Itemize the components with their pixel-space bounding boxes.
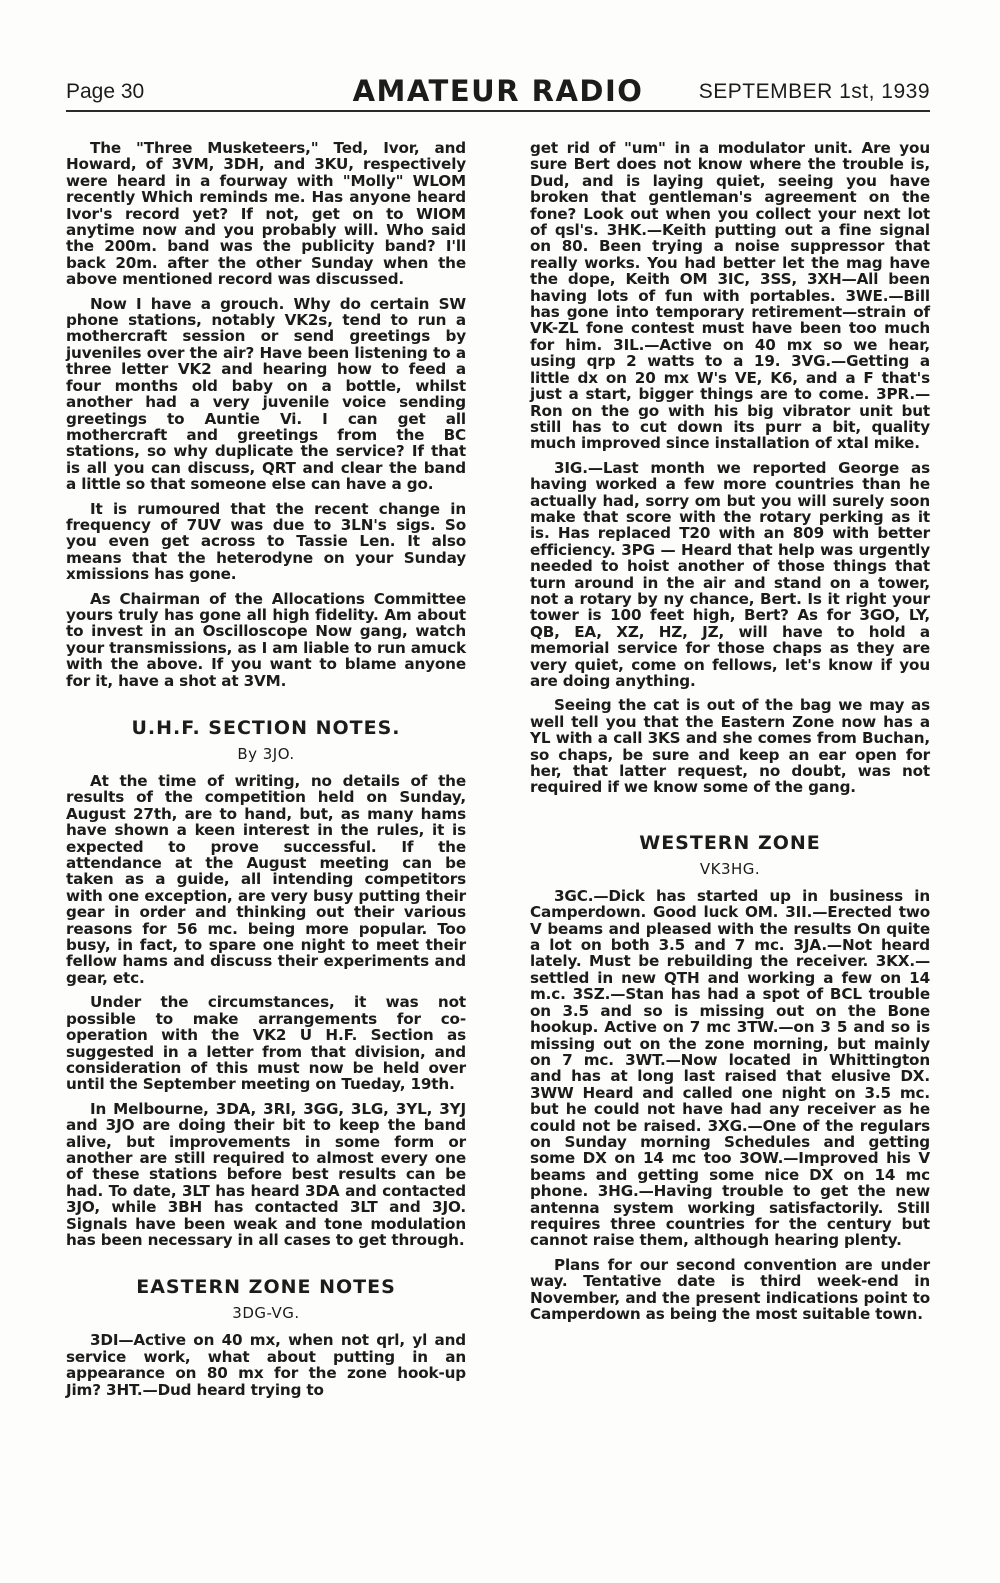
paragraph: 3IG.—Last month we reported George as having worked a few more countries than he actually had, sorry om but you will surely soon make that score with the rotary perking as it is. Has replaced T20 with an 809 with better efficiency. 3PG — Heard that help was urgently needed to hoist another of those things that turn around in the air and stand on a tower, not a rotary by ny chance, Bert. Is it right your tower is 100 feet high, Bert? As for 3GO, LY, QB, EA, XZ, HZ, JZ, will have to hold a memorial service for those chaps as they are very quiet, come on fellows, let's know if you are doing anything. — [530, 458, 930, 690]
paragraph: Now I have a grouch. Why do certain SW phone stations, notably VK2s, tend to run a mothercraft session or send greetings by juveniles over the air? Have been listening to a three letter VK2 and hearing how to feed a four months old baby on a bottle, whilst another had a very juvenile voice sending greetings to Auntie Vi. I can get all mothercraft and greetings from the BC stations, so why duplicate the service? If that is all you can discuss, QRT and clear the band a little so that someone else can have a go. — [66, 294, 466, 494]
paragraph: At the time of writing, no details of the results of the competition held on Sunday, August 27th, are to hand, but, as many hams have shown a keen interest in the rules, it is expected to prove successful. If the attendance at the August meeting can be taken as a guide, all intending competitors with one exception, are very busy putting their gear in order and thinking out their various reasons for 56 mc. being more popular. Too busy, in fact, to spare one night to meet their fellow hams and discuss their experiments and gear, etc. — [66, 772, 466, 987]
paragraph: As Chairman of the Allocations Committee yours truly has gone all high fidelity. Am about to invest in an Oscilloscope Now gang, watch your transmissions, as I am liable to run amuck with the above. If you want to blame anyone for it, have a shot at 3VM. — [66, 589, 466, 690]
paragraph: Under the circumstances, it was not possible to make arrangements for co-operation with the VK2 U H.F. Section as suggested in a letter from that division, and consideration of this must now be held over until the September meeting on Tueday, 19th. — [66, 993, 466, 1094]
paragraph: 3GC.—Dick has started up in business in Camperdown. Good luck OM. 3II.—Erected two V beams and pleased with the results On quite a lot on both 3.5 and 7 mc. 3JA.—Not heard lately. Must be rebuilding the receiver. 3KX.—settled in new QTH and working a few on 14 m.c. 3SZ.—Stan has had a spot of BCL trouble on 3.5 and so is missing out on the Bone hookup. Active on 7 mc 3TW.—on 3 5 and so is missing out on the zone morning, but mainly on 7 mc. 3WT.—Now located in Whittington and has at long last raised that elusive DX. 3WW Heard and called one night on 3.5 mc. but he could not have had any receiver as he could not be raised. 3XG.—One of the regulars on Sunday morning Schedules and getting some DX on 14 mc too 3OW.—Improved his V beams and getting some nice DX on 14 mc phone. 3HG.—Having trouble to get the new antenna system working satisfactorily. Still requires three countries for the century but cannot raise them, although hearing plenty. — [530, 886, 930, 1250]
paragraph: In Melbourne, 3DA, 3RI, 3GG, 3LG, 3YL, 3YJ and 3JO are doing their bit to keep the band alive, but improvements in some form or another are still required to almost every one of these stations before best results can be had. To date, 3LT has heard 3DA and contacted 3JO, while 3BH has contacted 3LT and 3JO. Signals have been weak and tone modulation has been necessary in all cases to get through. — [66, 1099, 466, 1249]
right-column — [530, 140, 930, 1330]
magazine-title: AMATEUR RADIO — [352, 74, 644, 108]
header-rule — [66, 110, 930, 112]
eastern-zone-byline: 3DG-VG. — [232, 1304, 300, 1323]
left-column — [66, 140, 466, 1406]
uhf-byline: By 3JO. — [237, 745, 295, 763]
issue-date: SEPTEMBER 1st, 1939 — [698, 80, 930, 103]
page-number: Page 30 — [66, 80, 145, 103]
paragraph: The "Three Musketeers," Ted, Ivor, and Howard, of 3VM, 3DH, and 3KU, respectively were heard in a fourway with "Molly" WLOM recently Which reminds me. Has anyone heard Ivor's record yet? If not, get on to WIOM anytime now and you probably will. Who said the 200m. band was the publicity band? I'll back 20m. after the other Sunday when the above mentioned record was discussed. — [66, 139, 466, 289]
page-header — [66, 74, 930, 110]
paragraph: Seeing the cat is out of the bag we may as well tell you that the Eastern Zone now has a YL with a call 3KS and she comes from Buchan, so chaps, be sure and keep an ear open for her, that latter request, no doubt, was not required if we know some of the gang. — [530, 696, 930, 797]
western-zone-heading: WESTERN ZONE — [639, 831, 821, 854]
paragraph: get rid of "um" in a modulator unit. Are you sure Bert does not know where the trouble is, Dud, and is laying quiet, seeing you have broken that gentleman's agreement on the fone? Look out when you collect your next lot of qsl's. 3HK.—Keith putting out a fine signal on 80. Been trying a noise suppressor that really works. You had better let the mag have the dope, Keith OM 3IC, 3SS, 3XH—All been having lots of fun with portables. 3WE.—Bill has gone into temporary retirement—strain of VK-ZL fone contest must have been too much for him. 3IL.—Active on 40 mx so we hear, using qrp 2 watts to a 19. 3VG.—Getting a little dx on 20 mx W's VE, K6, and a F that's just a start, bigger things are to come. 3PR.—Ron on the go with his big vibrator unit but still has to cut down its purr a bit, quality much improved since installation of xtal mike. — [530, 139, 930, 453]
paragraph: It is rumoured that the recent change in frequency of 7UV was due to 3LN's sigs. So you even get across to Tassie Len. It also means that the heterodyne on your Sunday xmissions has gone. — [66, 499, 466, 584]
paragraph: 3DI—Active on 40 mx, when not qrl, yl and service work, what about putting in an appearance on 80 mx for the zone hook-up Jim? 3HT.—Dud heard trying to — [66, 1331, 466, 1399]
uhf-section-heading: U.H.F. SECTION NOTES. — [131, 717, 401, 739]
eastern-zone-heading: EASTERN ZONE NOTES — [136, 1276, 396, 1299]
western-zone-byline: VK3HG. — [699, 859, 761, 878]
paragraph: Plans for our second convention are under way. Tentative date is third week-end in November, and the present indications point to Camperdown as being the most suitable town. — [530, 1255, 930, 1323]
